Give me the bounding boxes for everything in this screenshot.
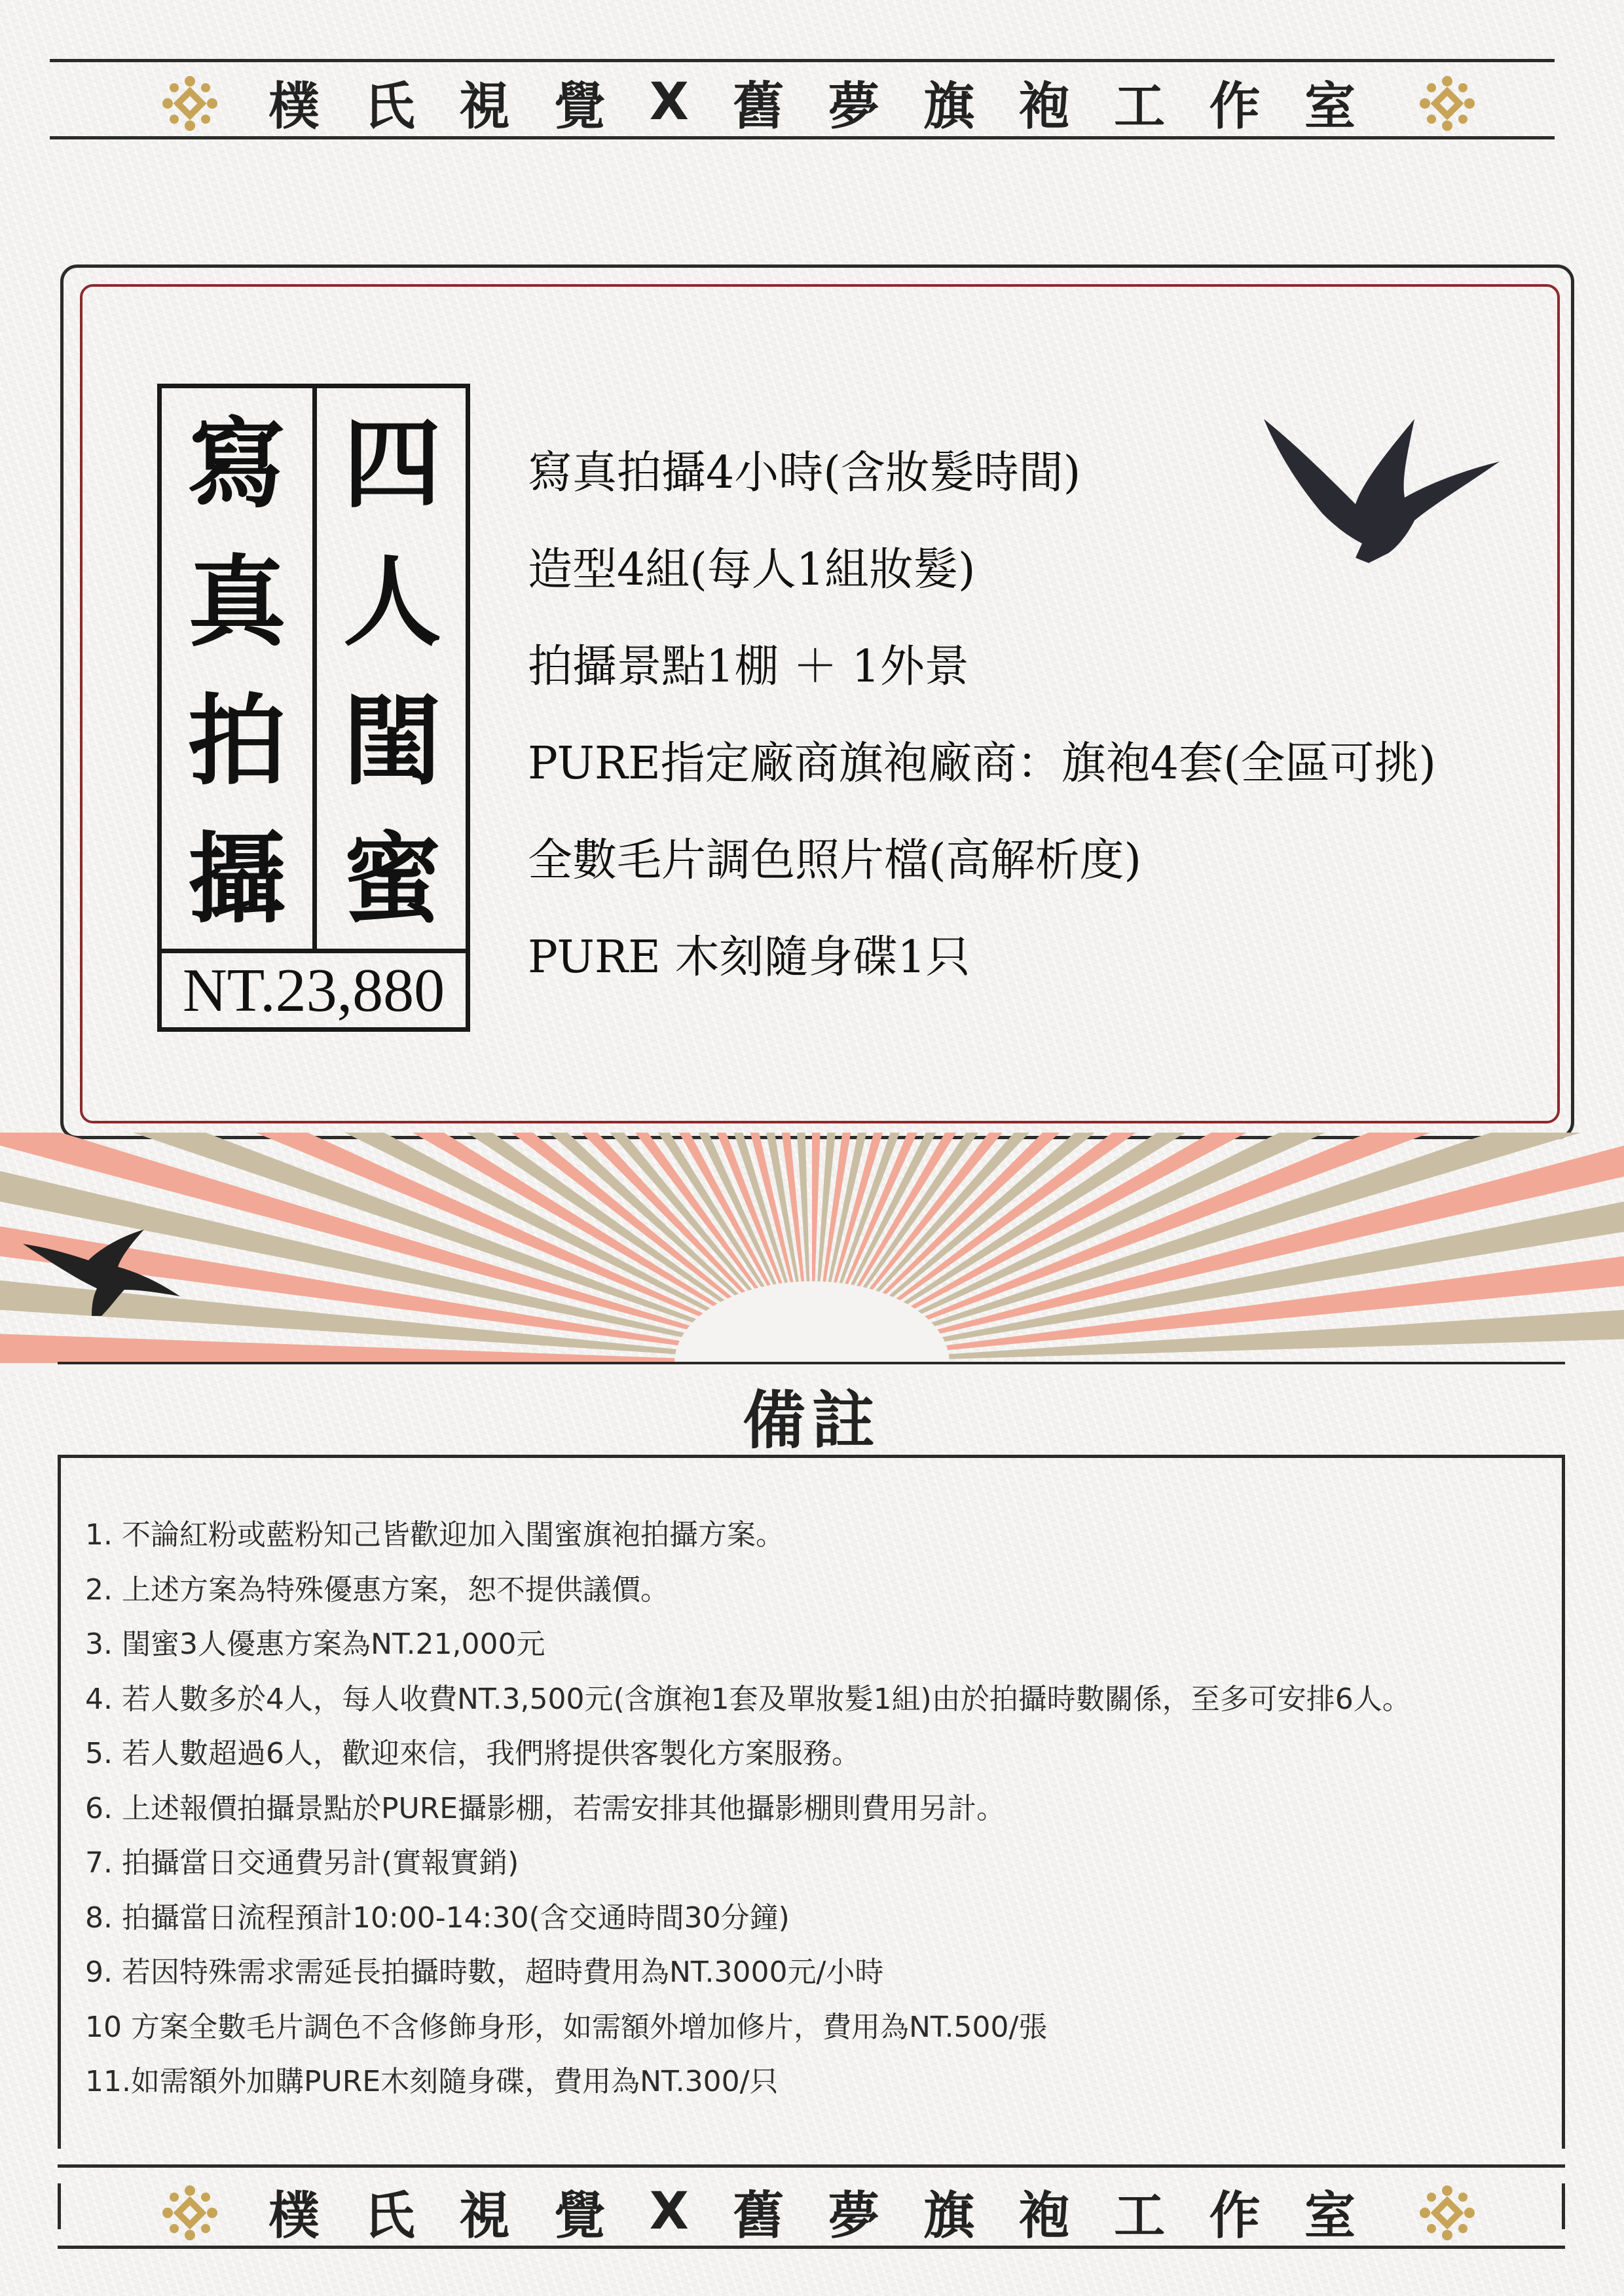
header-rule-top xyxy=(50,59,1555,62)
footer-rule-bottom xyxy=(58,2246,1565,2249)
brand-char: 舊 xyxy=(733,2187,784,2246)
brand-char: 作 xyxy=(1209,77,1261,136)
brand-char: 覺 xyxy=(554,77,606,136)
title-column-four-friends xyxy=(317,395,468,949)
header-brand xyxy=(157,63,1467,141)
title-char: 攝 xyxy=(187,822,286,938)
note-item: 5. 若人數超過6人，歡迎來信，我們將提供客製化方案服務。 xyxy=(85,1737,860,1770)
brand-char: 室 xyxy=(1304,77,1356,136)
notes-rule-top xyxy=(58,1362,1565,1364)
footer-brand xyxy=(157,2172,1467,2251)
note-item: 8. 拍攝當日流程預計10:00-14:30(含交通時間30分鐘) xyxy=(85,1901,790,1935)
package-price: NT.23,880 xyxy=(182,956,445,1025)
note-item: 10 方案全數毛片調色不含修飾身形，如需額外增加修片，費用為NT.500/張 xyxy=(85,2010,1048,2044)
title-char: 人 xyxy=(342,545,441,661)
note-item: 6. 上述報價拍攝景點於PURE攝影棚，若需安排其他攝影棚則費用另計。 xyxy=(85,1791,1006,1825)
swallow-icon xyxy=(1257,406,1506,570)
note-item: 4. 若人數多於4人，每人收費NT.3,500元(含旗袍1套及單妝髮1組)由於拍攝時數關係，至多可安排6人。 xyxy=(85,1682,1411,1716)
title-divider-vertical xyxy=(312,388,317,949)
title-char: 真 xyxy=(187,545,286,661)
brand-title xyxy=(268,63,1356,141)
title-column-photo-shoot xyxy=(162,395,312,949)
title-char: 寫 xyxy=(187,406,286,522)
swallow-icon xyxy=(20,1224,183,1322)
gold-knot-ornament-icon xyxy=(1420,76,1475,131)
notes-list xyxy=(85,1516,1591,2117)
brand-char: 氏 xyxy=(363,77,415,136)
brand-char: 夢 xyxy=(828,2187,879,2246)
gold-knot-ornament-icon xyxy=(1420,2185,1475,2240)
title-char: 閨 xyxy=(342,683,441,799)
note-item: 7. 拍攝當日交通費另計(實報實銷) xyxy=(85,1846,519,1880)
sunburst-banner xyxy=(0,1133,1624,1372)
brand-char: 室 xyxy=(1304,2187,1356,2246)
feature-item: 寫真拍攝4小時(含妝髮時間) xyxy=(528,447,1081,499)
title-char: 拍 xyxy=(187,683,286,799)
title-char: 四 xyxy=(342,406,441,522)
brand-char: 舊 xyxy=(733,77,784,136)
brand-char: 袍 xyxy=(1018,77,1070,136)
brand-char: 旗 xyxy=(923,2187,975,2246)
brand-char: 工 xyxy=(1114,77,1166,136)
brand-char: 夢 xyxy=(828,77,879,136)
brand-char: 視 xyxy=(458,2187,510,2246)
brand-char: X xyxy=(649,2182,689,2241)
note-item: 2. 上述方案為特殊優惠方案，恕不提供議價。 xyxy=(85,1573,669,1607)
footer-tick-right xyxy=(1562,2183,1565,2229)
gold-knot-ornament-icon xyxy=(162,2185,217,2240)
brand-char: 作 xyxy=(1209,2187,1261,2246)
feature-item: 拍攝景點1棚 ＋ 1外景 xyxy=(528,641,969,693)
feature-item: 造型4組(每人1組妝髮) xyxy=(528,544,976,596)
brand-char: 旗 xyxy=(923,77,975,136)
feature-item: 全數毛片調色照片檔(高解析度) xyxy=(528,835,1142,886)
brand-char: 樸 xyxy=(268,77,320,136)
note-item: 9. 若因特殊需求需延長拍攝時數，超時費用為NT.3000元/小時 xyxy=(85,1956,884,1989)
package-title-box xyxy=(157,384,470,1032)
title-divider-horizontal xyxy=(162,949,466,953)
brand-char: 樸 xyxy=(268,2187,320,2246)
footer-tick-left xyxy=(58,2183,61,2229)
brand-char: 視 xyxy=(458,77,510,136)
brand-char: 氏 xyxy=(363,2187,415,2246)
brand-char: 袍 xyxy=(1018,2187,1070,2246)
note-item: 3. 閨蜜3人優惠方案為NT.21,000元 xyxy=(85,1628,545,1661)
title-char: 蜜 xyxy=(342,822,441,938)
gold-knot-ornament-icon xyxy=(162,76,217,131)
brand-char: 覺 xyxy=(554,2187,606,2246)
note-item: 1. 不論紅粉或藍粉知己皆歡迎加入閨蜜旗袍拍攝方案。 xyxy=(85,1518,784,1552)
brand-title xyxy=(268,2172,1356,2251)
brand-char: X xyxy=(649,73,689,132)
footer-rule-top xyxy=(58,2164,1565,2168)
brand-char: 工 xyxy=(1114,2187,1166,2246)
note-item: 11.如需額外加購PURE木刻隨身碟，費用為NT.300/只 xyxy=(85,2065,779,2098)
feature-item: PURE指定廠商旗袍廠商：旗袍4套(全區可挑) xyxy=(528,738,1437,790)
notes-title: 備註 xyxy=(743,1383,881,1457)
feature-item: PURE 木刻隨身碟1只 xyxy=(528,932,970,983)
header-rule-bottom xyxy=(50,136,1555,139)
